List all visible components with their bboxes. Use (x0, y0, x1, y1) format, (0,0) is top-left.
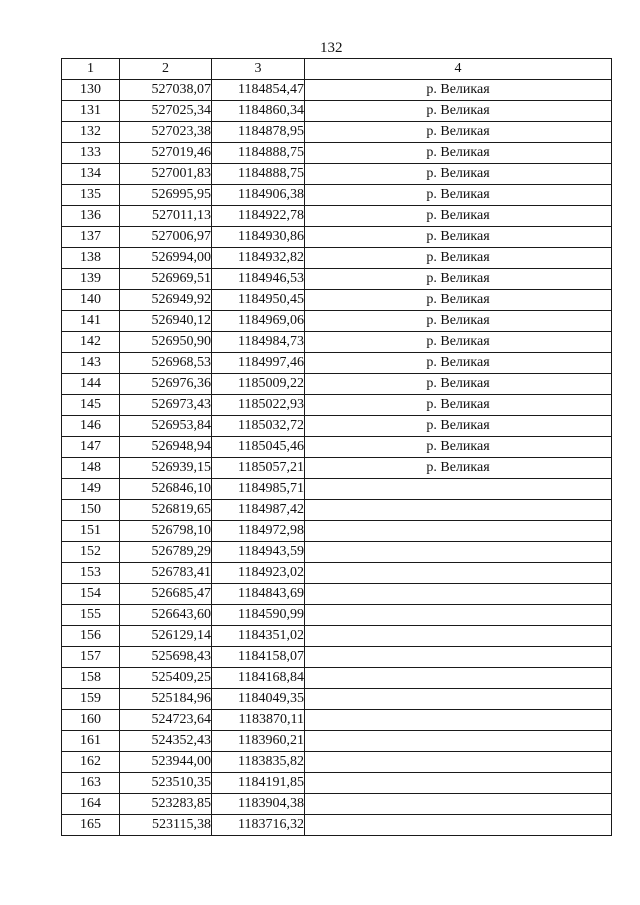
point-number-cell: 152 (62, 542, 120, 563)
description-cell: р. Великая (305, 269, 612, 290)
x-coordinate-cell: 523115,38 (120, 815, 212, 836)
x-coordinate-cell: 526948,94 (120, 437, 212, 458)
description-cell: р. Великая (305, 374, 612, 395)
y-coordinate-cell: 1184049,35 (212, 689, 305, 710)
description-cell (305, 773, 612, 794)
description-cell: р. Великая (305, 122, 612, 143)
point-number-cell: 156 (62, 626, 120, 647)
y-coordinate-cell: 1184950,45 (212, 290, 305, 311)
y-coordinate-cell: 1184854,47 (212, 80, 305, 101)
table-row (62, 689, 612, 710)
x-coordinate-cell: 526976,36 (120, 374, 212, 395)
table-row (62, 416, 612, 437)
table-row (62, 626, 612, 647)
point-number-cell: 161 (62, 731, 120, 752)
point-number-cell: 154 (62, 584, 120, 605)
point-number-cell: 135 (62, 185, 120, 206)
description-cell (305, 794, 612, 815)
y-coordinate-cell: 1185032,72 (212, 416, 305, 437)
y-coordinate-cell: 1184943,59 (212, 542, 305, 563)
point-number-cell: 153 (62, 563, 120, 584)
description-cell: р. Великая (305, 101, 612, 122)
y-coordinate-cell: 1184351,02 (212, 626, 305, 647)
x-coordinate-cell: 526973,43 (120, 395, 212, 416)
table-row (62, 353, 612, 374)
table-row (62, 374, 612, 395)
x-coordinate-cell: 523510,35 (120, 773, 212, 794)
description-cell (305, 479, 612, 500)
x-coordinate-cell: 526939,15 (120, 458, 212, 479)
point-number-cell: 137 (62, 227, 120, 248)
table-row (62, 773, 612, 794)
table-row (62, 794, 612, 815)
point-number-cell: 148 (62, 458, 120, 479)
table-body (62, 80, 612, 836)
y-coordinate-cell: 1184972,98 (212, 521, 305, 542)
x-coordinate-cell: 524352,43 (120, 731, 212, 752)
table-row (62, 710, 612, 731)
table-row (62, 668, 612, 689)
x-coordinate-cell: 526969,51 (120, 269, 212, 290)
point-number-cell: 157 (62, 647, 120, 668)
table-row (62, 479, 612, 500)
y-coordinate-cell: 1183870,11 (212, 710, 305, 731)
x-coordinate-cell: 527019,46 (120, 143, 212, 164)
description-cell: р. Великая (305, 311, 612, 332)
x-coordinate-cell: 527001,83 (120, 164, 212, 185)
y-coordinate-cell: 1184843,69 (212, 584, 305, 605)
table-row (62, 290, 612, 311)
y-coordinate-cell: 1185022,93 (212, 395, 305, 416)
point-number-cell: 145 (62, 395, 120, 416)
y-coordinate-cell: 1184923,02 (212, 563, 305, 584)
table-row (62, 143, 612, 164)
y-coordinate-cell: 1184191,85 (212, 773, 305, 794)
x-coordinate-cell: 527025,34 (120, 101, 212, 122)
y-coordinate-cell: 1184984,73 (212, 332, 305, 353)
x-coordinate-cell: 526789,29 (120, 542, 212, 563)
table-row (62, 584, 612, 605)
table-row (62, 227, 612, 248)
description-cell: р. Великая (305, 164, 612, 185)
point-number-cell: 132 (62, 122, 120, 143)
description-cell (305, 710, 612, 731)
table-row (62, 311, 612, 332)
description-cell (305, 668, 612, 689)
point-number-cell: 151 (62, 521, 120, 542)
x-coordinate-cell: 525409,25 (120, 668, 212, 689)
y-coordinate-cell: 1184997,46 (212, 353, 305, 374)
y-coordinate-cell: 1184888,75 (212, 143, 305, 164)
x-coordinate-cell: 525184,96 (120, 689, 212, 710)
description-cell (305, 542, 612, 563)
header-point-number: 1 (62, 59, 120, 80)
x-coordinate-cell: 527023,38 (120, 122, 212, 143)
x-coordinate-cell: 527006,97 (120, 227, 212, 248)
table-row (62, 206, 612, 227)
description-cell: р. Великая (305, 353, 612, 374)
point-number-cell: 144 (62, 374, 120, 395)
header-y-coordinate: 3 (212, 59, 305, 80)
point-number-cell: 160 (62, 710, 120, 731)
y-coordinate-cell: 1185009,22 (212, 374, 305, 395)
description-cell (305, 521, 612, 542)
point-number-cell: 136 (62, 206, 120, 227)
y-coordinate-cell: 1183716,32 (212, 815, 305, 836)
y-coordinate-cell: 1183835,82 (212, 752, 305, 773)
y-coordinate-cell: 1183904,38 (212, 794, 305, 815)
header-x-coordinate: 2 (120, 59, 212, 80)
header-description: 4 (305, 59, 612, 80)
y-coordinate-cell: 1184969,06 (212, 311, 305, 332)
y-coordinate-cell: 1183960,21 (212, 731, 305, 752)
x-coordinate-cell: 526949,92 (120, 290, 212, 311)
description-cell: р. Великая (305, 206, 612, 227)
table-row (62, 752, 612, 773)
table-row (62, 101, 612, 122)
point-number-cell: 164 (62, 794, 120, 815)
table-row (62, 122, 612, 143)
y-coordinate-cell: 1185045,46 (212, 437, 305, 458)
point-number-cell: 150 (62, 500, 120, 521)
table-row (62, 563, 612, 584)
point-number-cell: 140 (62, 290, 120, 311)
point-number-cell: 141 (62, 311, 120, 332)
table-row (62, 80, 612, 101)
description-cell (305, 500, 612, 521)
y-coordinate-cell: 1184946,53 (212, 269, 305, 290)
table-row (62, 815, 612, 836)
x-coordinate-cell: 526940,12 (120, 311, 212, 332)
x-coordinate-cell: 526685,47 (120, 584, 212, 605)
description-cell: р. Великая (305, 416, 612, 437)
point-number-cell: 158 (62, 668, 120, 689)
point-number-cell: 142 (62, 332, 120, 353)
header-row (62, 59, 612, 80)
table-row (62, 269, 612, 290)
x-coordinate-cell: 526643,60 (120, 605, 212, 626)
description-cell (305, 731, 612, 752)
x-coordinate-cell: 526798,10 (120, 521, 212, 542)
point-number-cell: 162 (62, 752, 120, 773)
x-coordinate-cell: 526994,00 (120, 248, 212, 269)
table-row (62, 248, 612, 269)
description-cell: р. Великая (305, 332, 612, 353)
y-coordinate-cell: 1184932,82 (212, 248, 305, 269)
point-number-cell: 138 (62, 248, 120, 269)
table-row (62, 647, 612, 668)
x-coordinate-cell: 523944,00 (120, 752, 212, 773)
point-number-cell: 131 (62, 101, 120, 122)
description-cell (305, 815, 612, 836)
description-cell (305, 563, 612, 584)
point-number-cell: 165 (62, 815, 120, 836)
table-row (62, 395, 612, 416)
table-row (62, 542, 612, 563)
description-cell: р. Великая (305, 395, 612, 416)
x-coordinate-cell: 526846,10 (120, 479, 212, 500)
x-coordinate-cell: 526953,84 (120, 416, 212, 437)
description-cell: р. Великая (305, 248, 612, 269)
y-coordinate-cell: 1184985,71 (212, 479, 305, 500)
table-row (62, 521, 612, 542)
y-coordinate-cell: 1184888,75 (212, 164, 305, 185)
description-cell (305, 584, 612, 605)
table-row (62, 731, 612, 752)
y-coordinate-cell: 1184930,86 (212, 227, 305, 248)
description-cell (305, 752, 612, 773)
x-coordinate-cell: 526950,90 (120, 332, 212, 353)
point-number-cell: 133 (62, 143, 120, 164)
table-row (62, 332, 612, 353)
x-coordinate-cell: 523283,85 (120, 794, 212, 815)
y-coordinate-cell: 1184987,42 (212, 500, 305, 521)
x-coordinate-cell: 526968,53 (120, 353, 212, 374)
x-coordinate-cell: 526995,95 (120, 185, 212, 206)
table-row (62, 164, 612, 185)
point-number-cell: 130 (62, 80, 120, 101)
y-coordinate-cell: 1184158,07 (212, 647, 305, 668)
table-row (62, 605, 612, 626)
description-cell: р. Великая (305, 80, 612, 101)
table-row (62, 500, 612, 521)
x-coordinate-cell: 524723,64 (120, 710, 212, 731)
point-number-cell: 163 (62, 773, 120, 794)
x-coordinate-cell: 525698,43 (120, 647, 212, 668)
point-number-cell: 143 (62, 353, 120, 374)
description-cell: р. Великая (305, 143, 612, 164)
point-number-cell: 155 (62, 605, 120, 626)
coordinates-table (61, 58, 612, 836)
description-cell: р. Великая (305, 227, 612, 248)
y-coordinate-cell: 1185057,21 (212, 458, 305, 479)
description-cell (305, 689, 612, 710)
description-cell: р. Великая (305, 458, 612, 479)
y-coordinate-cell: 1184878,95 (212, 122, 305, 143)
x-coordinate-cell: 526819,65 (120, 500, 212, 521)
description-cell: р. Великая (305, 290, 612, 311)
table-row (62, 458, 612, 479)
point-number-cell: 139 (62, 269, 120, 290)
description-cell (305, 626, 612, 647)
y-coordinate-cell: 1184860,34 (212, 101, 305, 122)
description-cell (305, 605, 612, 626)
description-cell: р. Великая (305, 437, 612, 458)
y-coordinate-cell: 1184922,78 (212, 206, 305, 227)
x-coordinate-cell: 527011,13 (120, 206, 212, 227)
point-number-cell: 149 (62, 479, 120, 500)
x-coordinate-cell: 526129,14 (120, 626, 212, 647)
page-number: 132 (320, 40, 343, 56)
description-cell (305, 647, 612, 668)
point-number-cell: 147 (62, 437, 120, 458)
point-number-cell: 146 (62, 416, 120, 437)
table-row (62, 185, 612, 206)
y-coordinate-cell: 1184168,84 (212, 668, 305, 689)
point-number-cell: 134 (62, 164, 120, 185)
table-header (62, 59, 612, 80)
x-coordinate-cell: 527038,07 (120, 80, 212, 101)
description-cell: р. Великая (305, 185, 612, 206)
x-coordinate-cell: 526783,41 (120, 563, 212, 584)
y-coordinate-cell: 1184590,99 (212, 605, 305, 626)
table-row (62, 437, 612, 458)
y-coordinate-cell: 1184906,38 (212, 185, 305, 206)
point-number-cell: 159 (62, 689, 120, 710)
